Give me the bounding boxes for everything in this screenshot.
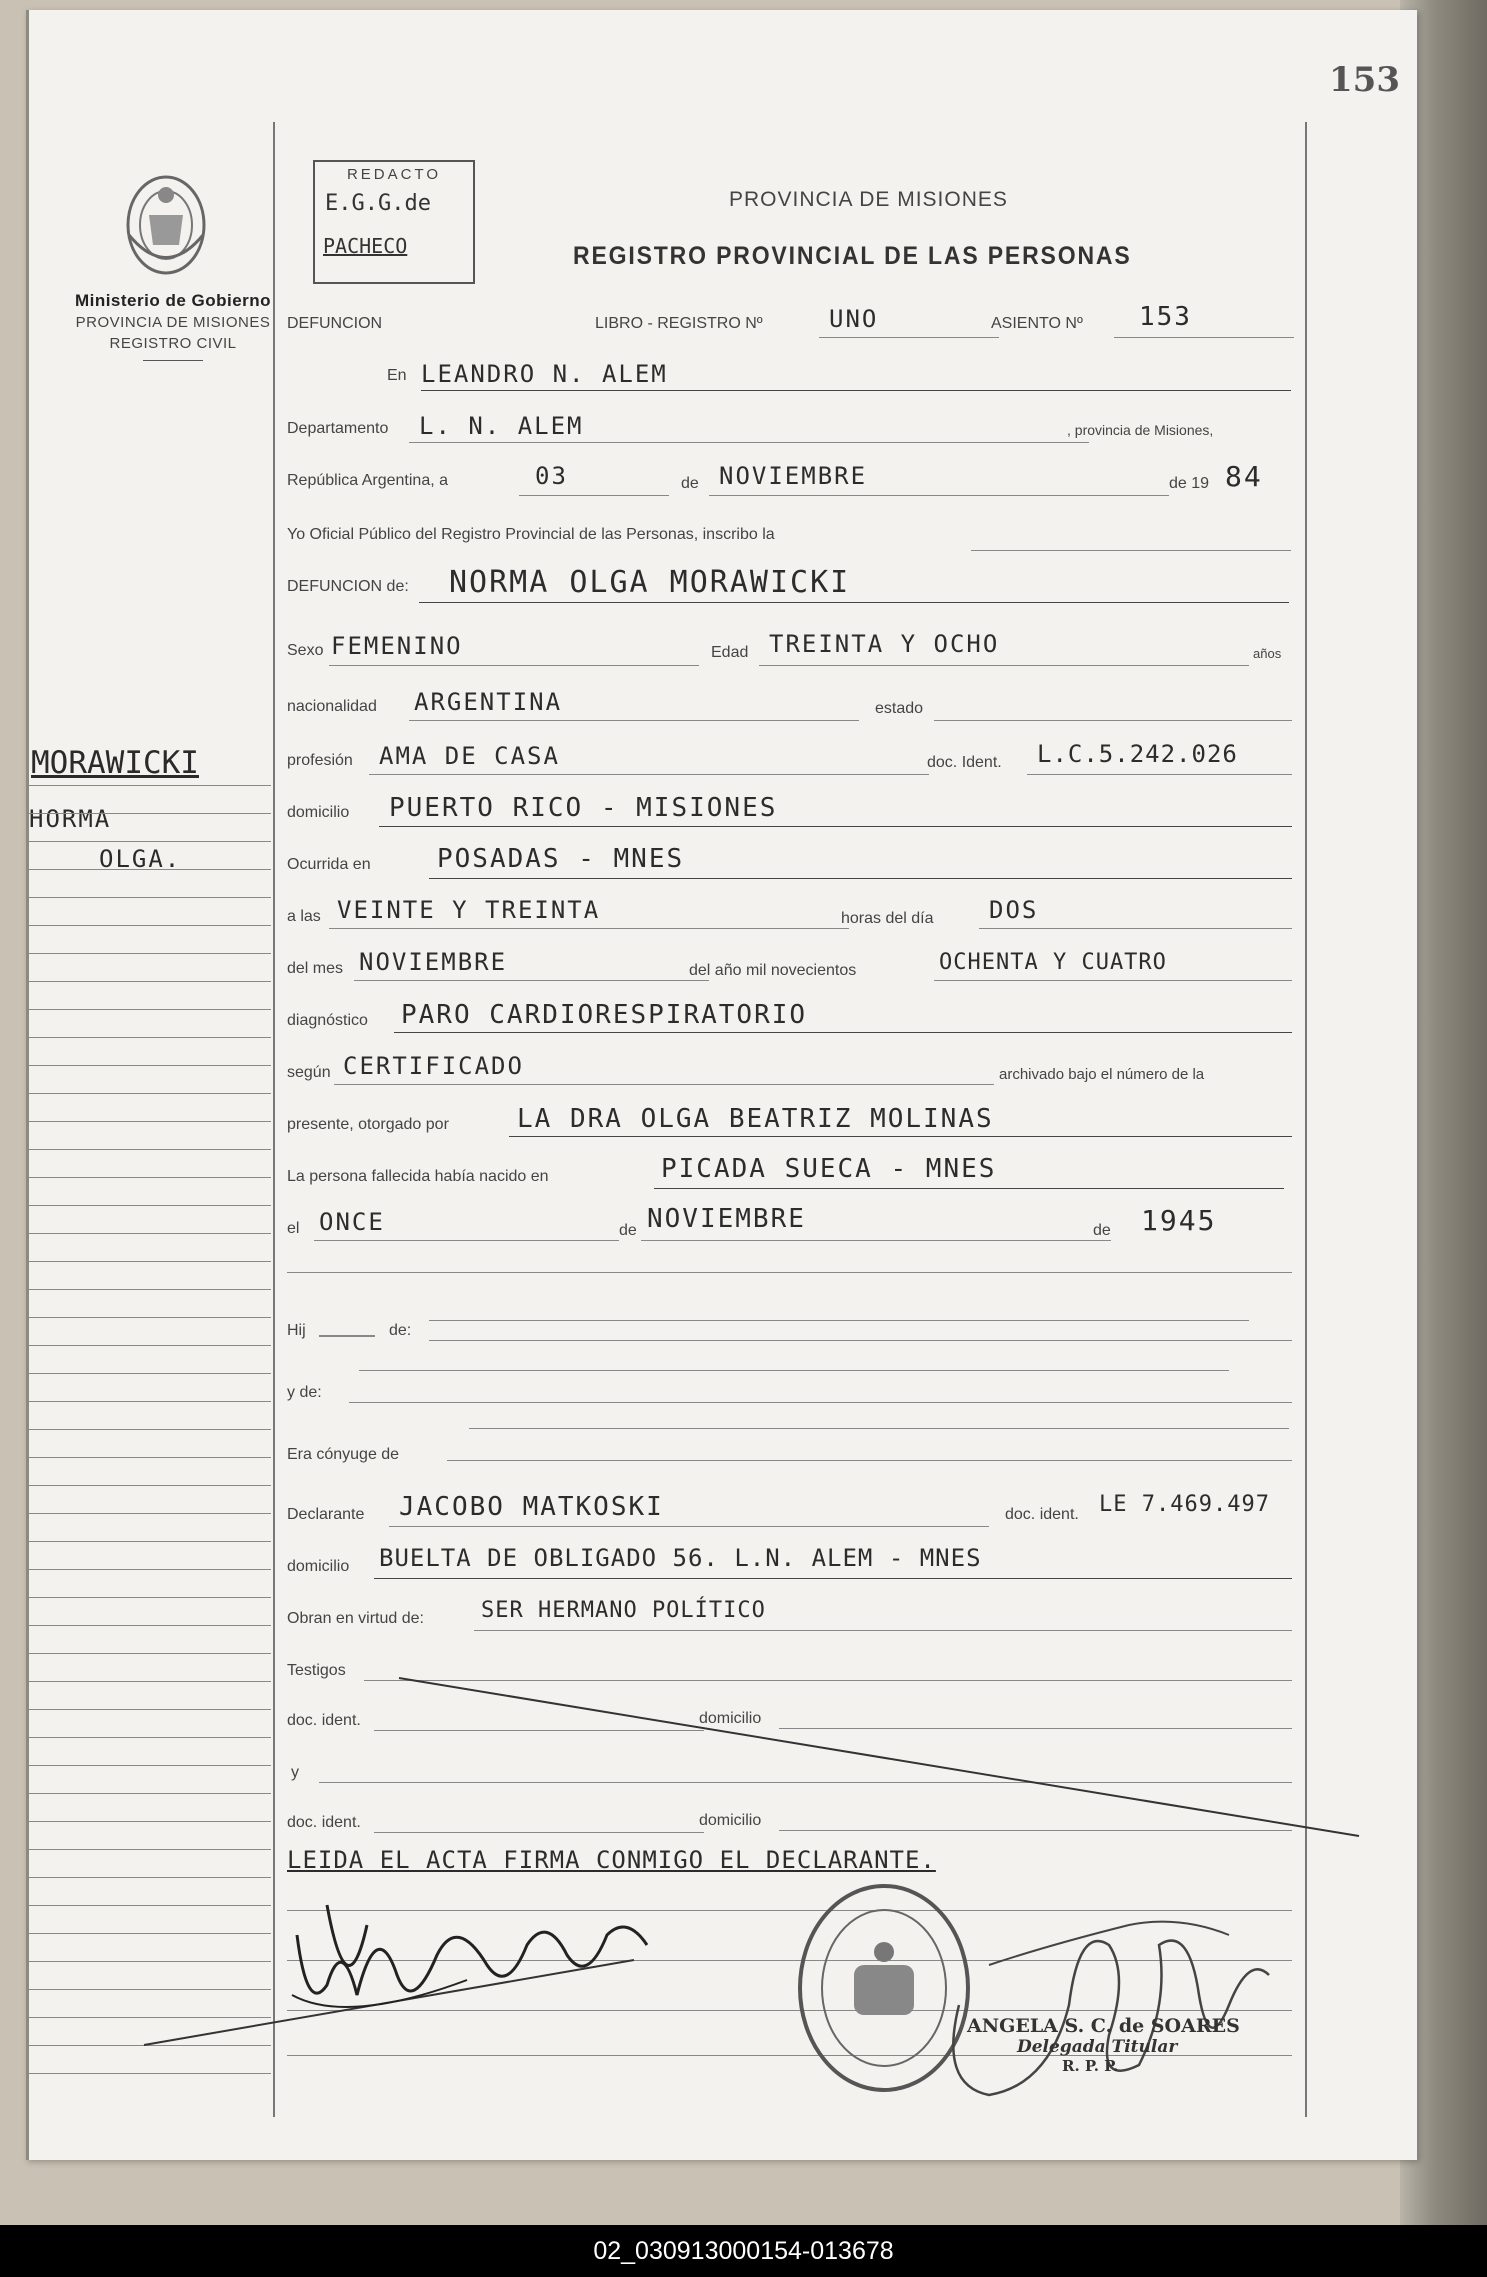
edad-label: Edad — [711, 644, 749, 661]
archivado-label: archivado bajo el número de la — [999, 1066, 1205, 1083]
registrar-stamp — [967, 2015, 1240, 2075]
obran-value: SER HERMANO POLÍTICO — [481, 1598, 766, 1623]
en-value: LEANDRO N. ALEM — [421, 360, 668, 388]
del-mes-label: del mes — [287, 960, 344, 977]
mes-muerte-value: NOVIEMBRE — [359, 948, 508, 976]
nacionalidad-value: ARGENTINA — [414, 688, 563, 716]
en-label: En — [387, 367, 407, 384]
nacido-label: La persona fallecida había nacido en — [287, 1168, 549, 1185]
doc-ident4-label: doc. ident. — [287, 1814, 361, 1831]
edad-value: TREINTA Y OCHO — [769, 630, 1000, 658]
domicilio2-label: domicilio — [287, 1558, 350, 1575]
otorgado-value: LA DRA OLGA BEATRIZ MOLINAS — [517, 1104, 994, 1134]
cancel-strokes — [29, 10, 1417, 2160]
registrar-office: R. P. P. — [1062, 2057, 1119, 2075]
margin-given-1: HORMA — [29, 805, 112, 833]
departamento-value: L. N. ALEM — [419, 412, 584, 440]
domicilio3-label: domicilio — [699, 1710, 762, 1727]
de2-label: de — [619, 1222, 637, 1239]
el-label: el — [287, 1220, 300, 1237]
nac-anio-value: 1945 — [1141, 1204, 1217, 1237]
oficial-label: Yo Oficial Público del Registro Provincial de las Personas, inscribo la — [287, 526, 775, 543]
segun-value: CERTIFICADO — [343, 1052, 524, 1080]
doc-ident-value: L.C.5.242.026 — [1037, 740, 1238, 768]
conyuge-label: Era cónyuge de — [287, 1446, 400, 1463]
estado-label: estado — [875, 700, 924, 717]
page-number: 153 — [1329, 60, 1400, 100]
libro-label: LIBRO - REGISTRO Nº — [595, 315, 763, 332]
margin-given-2: OLGA. — [99, 845, 182, 873]
de-label: de — [681, 475, 699, 492]
domicilio-value: PUERTO RICO - MISIONES — [389, 793, 778, 823]
presente-label: presente, otorgado por — [287, 1116, 449, 1133]
registrar-role: Delegada Titular — [1017, 2037, 1178, 2057]
testigos-label: Testigos — [287, 1662, 346, 1679]
redacto-line1: E.G.G.de — [325, 191, 431, 216]
declarante-value: JACOBO MATKOSKI — [399, 1492, 664, 1522]
doc-ident2-value: LE 7.469.497 — [1099, 1492, 1270, 1517]
de3-label: de — [1093, 1222, 1111, 1239]
diagnostico-label: diagnóstico — [287, 1012, 368, 1029]
registrar-signature-icon — [929, 1885, 1289, 2115]
hij-label: Hij — [287, 1322, 306, 1339]
segun-label: según — [287, 1064, 331, 1081]
cierre-value: LEIDA EL ACTA FIRMA CONMIGO EL DECLARANTE. — [287, 1846, 936, 1874]
dia-muerte-value: DOS — [989, 896, 1039, 924]
registrar-name: ANGELA S. C. de SOARES — [967, 2015, 1240, 2037]
a-las-label: a las — [287, 908, 321, 925]
profesion-value: AMA DE CASA — [379, 742, 560, 770]
y-label: y — [291, 1764, 299, 1781]
asiento-value: 153 — [1139, 302, 1192, 332]
hij-de-label: de: — [389, 1322, 412, 1339]
domicilio2-value: BUELTA DE OBLIGADO 56. L.N. ALEM - MNES — [379, 1544, 982, 1572]
sexo-value: FEMENINO — [331, 632, 463, 660]
dia-value: 03 — [535, 462, 568, 490]
mes-value: NOVIEMBRE — [719, 462, 868, 490]
anio-muerte-value: OCHENTA Y CUATRO — [939, 950, 1167, 975]
anio-value: 84 — [1225, 460, 1263, 493]
diagnostico-value: PARO CARDIORESPIRATORIO — [401, 1000, 808, 1030]
de19-label: de 19 — [1169, 475, 1210, 492]
ocurrida-label: Ocurrida en — [287, 856, 371, 873]
defuncion-label: DEFUNCION — [287, 315, 383, 332]
margin-surname: MORAWICKI — [31, 745, 199, 781]
nac-dia-value: ONCE — [319, 1208, 385, 1236]
domicilio4-label: domicilio — [699, 1812, 762, 1829]
ministry-office: REGISTRO CIVIL — [109, 335, 237, 352]
libro-value: UNO — [829, 305, 879, 333]
obran-label: Obran en virtud de: — [287, 1610, 424, 1627]
image-id-footer: 02_030913000154-013678 — [0, 2225, 1487, 2277]
doc-ident-label: doc. Ident. — [927, 754, 1002, 771]
header-province: PROVINCIA DE MISIONES — [729, 188, 1008, 211]
doc-ident2-label: doc. ident. — [1005, 1506, 1079, 1523]
domicilio-label: domicilio — [287, 804, 350, 821]
anio-mil-label: del año mil novecientos — [689, 962, 857, 979]
nombre-value: NORMA OLGA MORAWICKI — [449, 565, 851, 600]
doc-ident3-label: doc. ident. — [287, 1712, 361, 1729]
redacto-title: REDACTO — [346, 166, 442, 183]
nac-mes-value: NOVIEMBRE — [647, 1204, 806, 1234]
y-de-label: y de: — [287, 1384, 322, 1401]
defuncion-de-label: DEFUNCION de: — [287, 578, 409, 595]
nacido-value: PICADA SUECA - MNES — [661, 1154, 997, 1184]
provincia-label: , provincia de Misiones, — [1067, 422, 1214, 438]
ocurrida-value: POSADAS - MNES — [437, 844, 685, 874]
register-page — [26, 10, 1417, 2160]
asiento-label: ASIENTO Nº — [991, 315, 1083, 332]
header-registry: REGISTRO PROVINCIAL DE LAS PERSONAS — [573, 242, 1132, 270]
declarante-label: Declarante — [287, 1506, 365, 1523]
nacionalidad-label: nacionalidad — [287, 698, 377, 715]
horas-label: horas del día — [841, 910, 934, 927]
republica-label: República Argentina, a — [287, 472, 448, 489]
profesion-label: profesión — [287, 752, 353, 769]
ministry-name: Ministerio de Gobierno — [74, 291, 272, 310]
anos-label: años — [1253, 646, 1282, 661]
a-las-value: VEINTE Y TREINTA — [337, 896, 601, 924]
ministry-province: PROVINCIA DE MISIONES — [75, 314, 271, 331]
declarant-signature-icon — [287, 1875, 667, 2025]
departamento-label: Departamento — [287, 420, 389, 437]
redacto-line2: PACHECO — [323, 234, 408, 258]
sexo-label: Sexo — [287, 642, 324, 659]
